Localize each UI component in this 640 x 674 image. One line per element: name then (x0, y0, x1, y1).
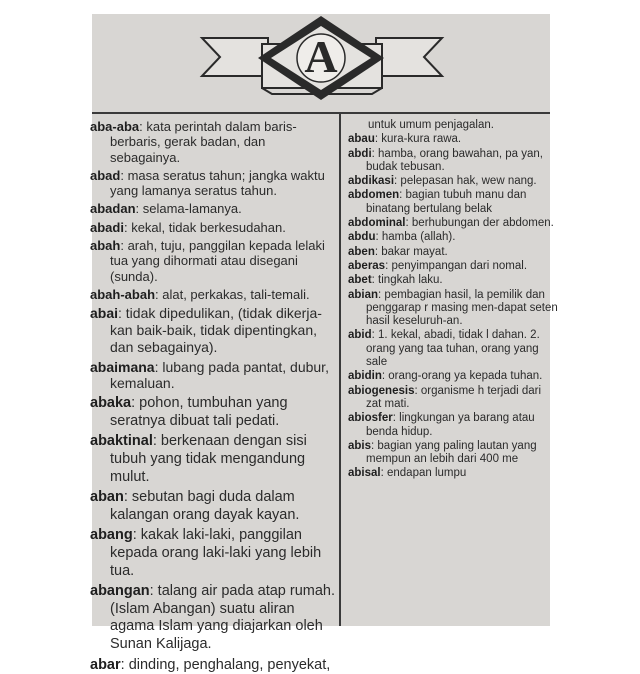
dictionary-entry: abiosfer: lingkungan ya barang atau benda hidup. (348, 412, 535, 438)
dictionary-entry: abadan: selama-lamanya. (90, 201, 242, 217)
dictionary-entry: aben: bakar mayat. (348, 245, 448, 258)
dictionary-entry: abau: kura-kura rawa. (348, 133, 462, 146)
dictionary-entry: abidin: orang-orang ya kepada tuhan. (348, 370, 543, 383)
dictionary-entry: abdikasi: pelepasan hak, wew nang. (348, 175, 537, 188)
right-column (348, 119, 558, 629)
dictionary-entry: abah-abah: alat, perkakas, tali-temali. (90, 286, 310, 302)
dictionary-entry: abdu: hamba (allah). (348, 231, 456, 244)
dictionary-entry: abaktinal: berkenaan dengan sisi tubuh yang tidak mengandung mulut. (90, 433, 307, 485)
dictionary-entry: abadi: kekal, tidak berkesudahan. (90, 219, 286, 235)
dictionary-entry: abid: 1. kekal, abadi, tidak l dahan. 2. orang yang taa tuhan, orang yang sale (348, 329, 540, 369)
dictionary-entry: abdominal: berhubungan der abdomen. (348, 217, 554, 230)
dictionary-entry: abaimana: lubang pada pantat, dubur, kemaluan. (90, 358, 329, 392)
section-letter: A (304, 31, 338, 82)
dictionary-entry: abdomen: bagian tubuh manu dan binatang bertulang belak (348, 189, 527, 215)
dictionary-entry: abang: kakak laki-laki, panggilan kepada orang laki-laki yang lebih tua. (90, 527, 322, 579)
column-divider (339, 112, 341, 626)
dictionary-entry: abisal: endapan lumpu (348, 467, 467, 480)
dictionary-entry: abai: tidak dipedulikan, (tidak dikerja-kan baik-baik, tidak dipentingkan, dan sebagainya). (90, 305, 322, 355)
dictionary-entry: abet: tingkah laku. (348, 274, 443, 287)
dictionary-entry: abdi: hamba, orang bawahan, pa yan, budak tebusan. (348, 147, 543, 173)
dictionary-entry: abah: arah, tuju, panggilan kepada lelaki tua yang dihormati atau disegani (sunda). (90, 238, 325, 284)
dictionary-entry: abaka: pohon, tumbuhan yang seratnya dibuat tali pedati. (90, 395, 288, 429)
letter-banner (92, 14, 550, 110)
header-rule (92, 112, 550, 114)
dictionary-entry: aberas: penyimpangan dari nomal. (348, 259, 528, 272)
dictionary-entry: aban: sebutan bagi duda dalam kalangan orang dayak kayan. (90, 489, 300, 523)
dictionary-entry: abian: pembagian hasil, la pemilik dan penggarap r masing men-dapat seten hasil keseluruh-an. (348, 288, 558, 328)
dictionary-entry: abad: masa seratus tahun; jangka waktu yang lamanya seratus tahun. (90, 167, 325, 199)
dictionary-entry: abiogenesis: organisme h terjadi dari zat mati. (348, 384, 542, 410)
dictionary-entry: aba-aba: kata perintah dalam baris-berbaris, gerak badan, dan sebagainya. (90, 119, 297, 165)
dictionary-entry: abangan: talang air pada atap rumah. (Islam Abangan) suatu aliran agama Islam yang diajarkan oleh Sunan Kalijaga. (90, 583, 336, 652)
dictionary-entry: abis: bagian yang paling lautan yang mempun an lebih dari 400 me (348, 439, 537, 466)
left-column (90, 119, 336, 673)
dictionary-entry: abar: dinding, penghalang, penyekat, (90, 656, 331, 673)
entry-continuation: untuk umum penjagalan. (368, 119, 494, 131)
dictionary-page (90, 14, 558, 673)
